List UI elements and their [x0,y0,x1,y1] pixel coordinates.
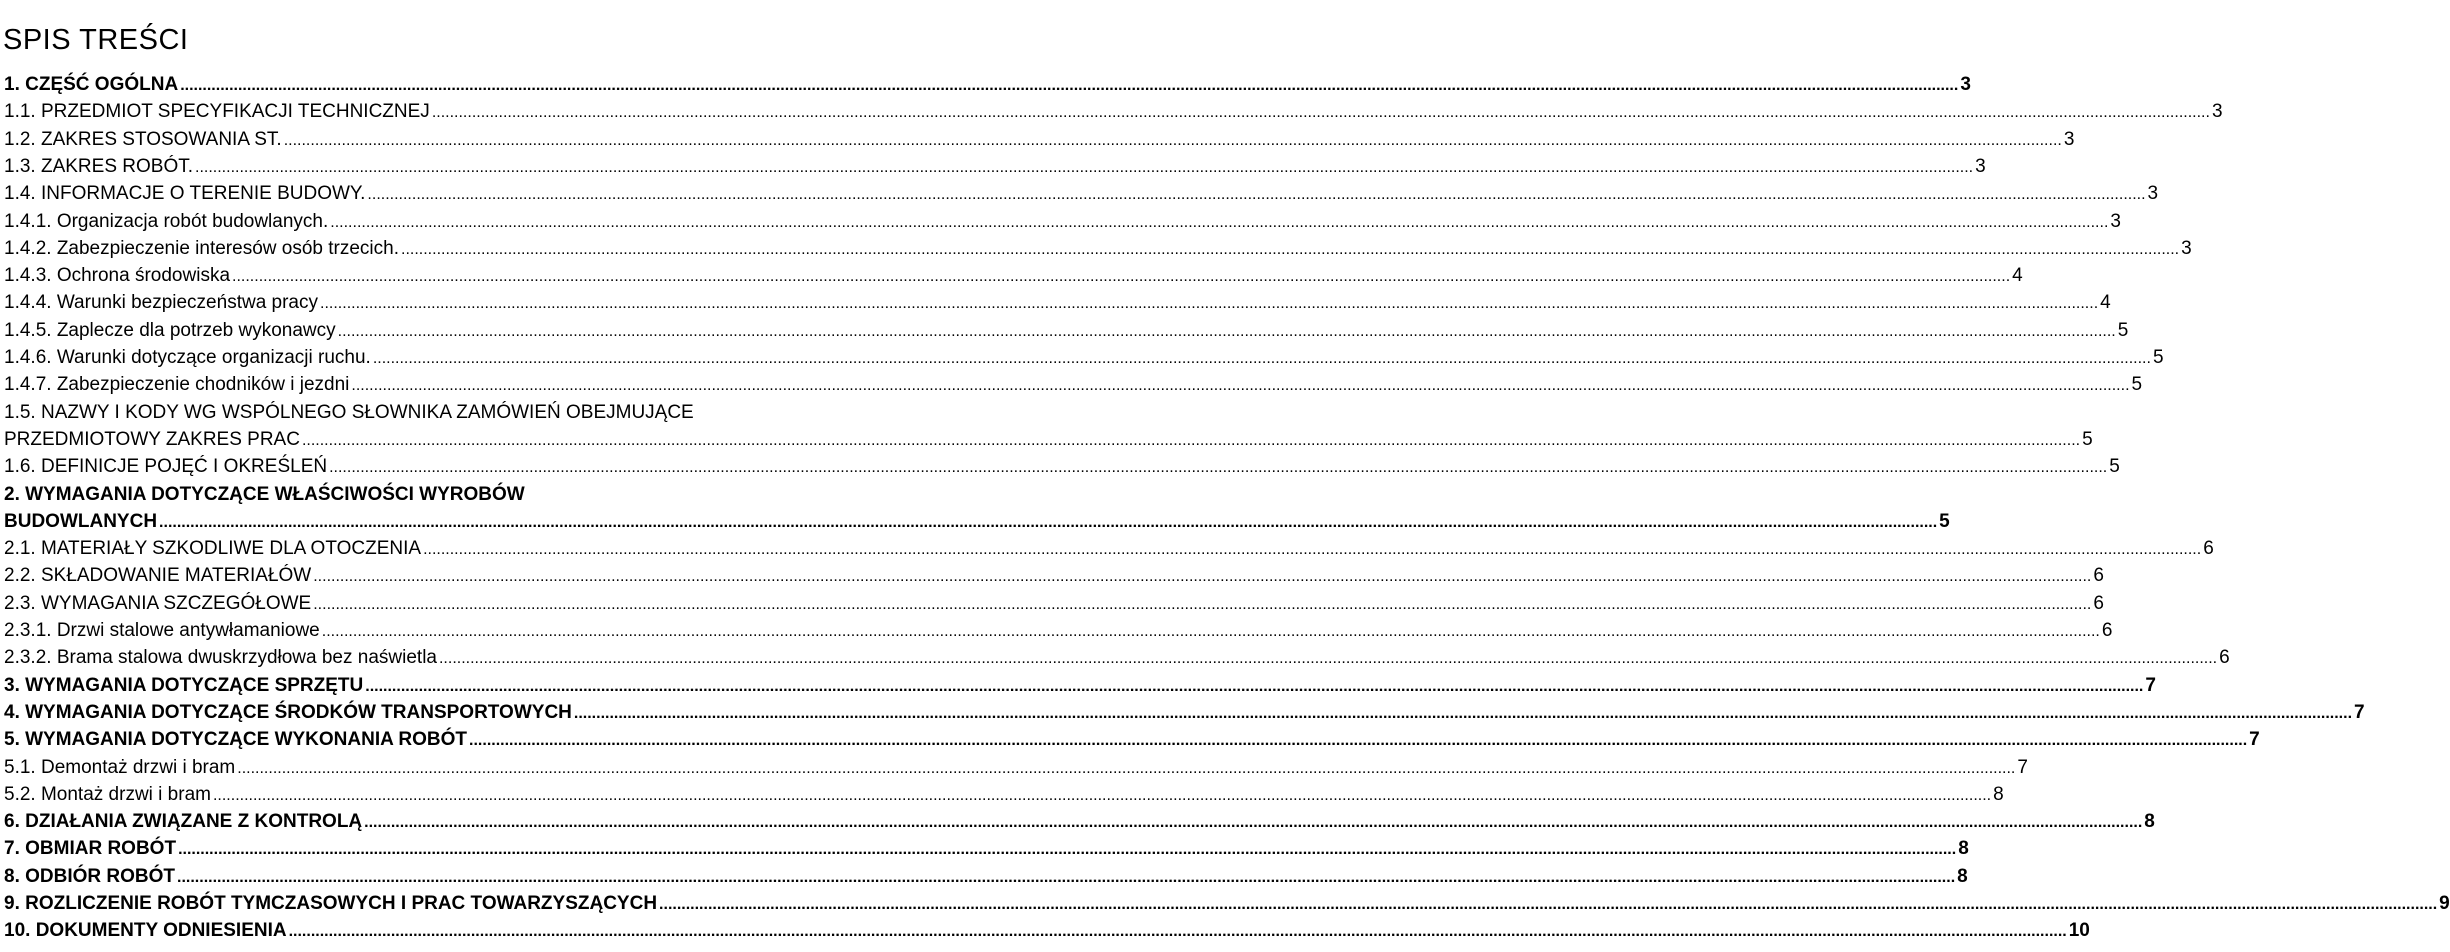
dot-leader: ................................................................................................................................................................................................................................................................................................................................................................................................................ [321,623,2100,640]
dot-leader: ................................................................................................................................................................................................................................................................................................................................................................................................................ [237,759,2016,777]
toc-entry[interactable] [4,400,956,426]
toc-entry[interactable] [4,181,2159,208]
toc-entry-page-number: 5 [1939,510,1950,532]
dot-leader: ................................................................................................................................................................................................................................................................................................................................................................................................................ [301,431,2081,449]
dot-leader: ................................................................................................................................................................................................................................................................................................................................................................................................................ [431,104,2210,122]
dot-leader: ................................................................................................................................................................................................................................................................................................................................................................................................................ [177,868,1956,886]
toc-entry[interactable] [4,236,2192,263]
dot-leader: ................................................................................................................................................................................................................................................................................................................................................................................................................ [365,677,2144,695]
toc-entry[interactable] [4,864,1968,891]
dot-leader: ................................................................................................................................................................................................................................................................................................................................................................................................................ [423,541,2202,559]
toc-entry-label: 1.6. DEFINICJE POJĘĆ I OKREŚLEŃ [4,456,328,478]
toc-entry[interactable] [4,372,2143,399]
toc-entry-page-number: 7 [2354,701,2365,723]
toc-entry-label: 3. WYMAGANIA DOTYCZĄCE SPRZĘTU [4,674,364,696]
toc-entry[interactable] [4,509,1950,536]
dot-leader: ................................................................................................................................................................................................................................................................................................................................................................................................................ [313,595,2092,613]
toc-entry-label: 1.4. INFORMACJE O TERENIE BUDOWY. [4,183,366,205]
toc-entry-label: BUDOWLANYCH [4,510,158,532]
toc-entry-page-number: 8 [1993,783,2004,805]
toc-entry[interactable] [4,454,2120,481]
dot-leader: ................................................................................................................................................................................................................................................................................................................................................................................................................ [659,896,2438,913]
dot-leader: ................................................................................................................................................................................................................................................................................................................................................................................................................ [320,295,2099,313]
toc-entry[interactable] [4,154,1986,181]
toc-entry[interactable] [4,209,2121,236]
toc-entry-page-number: 3 [1960,74,1971,95]
toc-entry[interactable] [4,563,2104,590]
toc-entry-page-number: 3 [2110,210,2121,232]
dot-leader: ................................................................................................................................................................................................................................................................................................................................................................................................................ [401,240,2180,258]
toc-entry-page-number: 4 [2100,292,2111,314]
toc-entry[interactable] [4,536,2214,563]
dot-leader: ................................................................................................................................................................................................................................................................................................................................................................................................................ [288,923,2067,941]
toc-entry[interactable] [4,673,2156,700]
toc-entry-label: 1.5. NAZWY I KODY WG WSPÓLNEGO SŁOWNIKA ZAMÓWIEŃ OBEJMUJĄCE [4,401,694,423]
toc-entry-label: 1. CZĘŚĆ OGÓLNA [4,74,179,95]
toc-entry-page-number: 8 [2144,811,2155,833]
dot-leader: ................................................................................................................................................................................................................................................................................................................................................................................................................ [573,704,2353,722]
toc-entry-page-number: 3 [2181,237,2192,259]
toc-entry[interactable] [4,263,2023,290]
toc-entry-label: 1.4.5. Zaplecze dla potrzeb wykonawcy [4,319,336,341]
dot-leader: ................................................................................................................................................................................................................................................................................................................................................................................................................ [438,650,2218,668]
toc-entry-page-number: 7 [2249,729,2260,751]
toc-entry[interactable] [4,427,2093,454]
dot-leader: ................................................................................................................................................................................................................................................................................................................................................................................................................ [232,268,2011,286]
toc-entry-label: 2.3.1. Drzwi stalowe antywłamaniowe [4,620,320,641]
dot-leader: ................................................................................................................................................................................................................................................................................................................................................................................................................ [283,131,2062,149]
toc-entry-page-number: 6 [2101,620,2113,641]
dot-leader: ................................................................................................................................................................................................................................................................................................................................................................................................................ [195,158,1974,176]
dot-leader: ................................................................................................................................................................................................................................................................................................................................................................................................................ [159,513,1938,531]
toc-entry-label: PRZEDMIOTOWY ZAKRES PRAC [4,428,300,450]
toc-entry[interactable] [4,727,2260,754]
toc-entry[interactable] [4,127,2075,154]
toc-entry[interactable] [4,891,2450,918]
toc-entry-page-number: 5 [2131,374,2143,396]
toc-entry-label: 1.4.6. Warunki dotyczące organizacji ruchu. [4,347,371,368]
dot-leader: ................................................................................................................................................................................................................................................................................................................................................................................................................ [212,786,1992,804]
toc-entry-page-number: 7 [2017,756,2028,778]
toc-entry[interactable] [4,99,2223,126]
toc-entry-page-number: 4 [2012,265,2023,287]
toc-entry-page-number: 9 [2439,893,2450,914]
dot-leader: ................................................................................................................................................................................................................................................................................................................................................................................................................ [367,186,2146,204]
toc-entry[interactable] [4,290,2111,317]
toc-entry-page-number: 5 [2152,347,2164,368]
toc-entry-page-number: 10 [2068,920,2090,942]
toc-entry-label: 2. WYMAGANIA DOTYCZĄCE WŁAŚCIWOŚCI WYROBÓW [4,483,525,505]
toc-entry-label: 1.4.2. Zabezpieczenie interesów osób trzecich. [4,237,399,259]
toc-entry-page-number: 8 [1958,838,1969,860]
dot-leader: ................................................................................................................................................................................................................................................................................................................................................................................................................ [364,814,2143,832]
toc-entry[interactable] [4,72,1971,99]
toc-entry-label: 9. ROZLICZENIE ROBÓT TYMCZASOWYCH I PRAC TOWARZYSZĄCYCH [4,893,658,914]
toc-entry[interactable] [4,482,956,508]
dot-leader: ................................................................................................................................................................................................................................................................................................................................................................................................................ [313,568,2092,586]
toc-entry-page-number: 3 [2063,128,2075,150]
toc-entry[interactable] [4,700,2365,727]
toc-entry[interactable] [4,782,2004,809]
toc-entry-label: 2.3.2. Brama stalowa dwuskrzydłowa bez naświetla [4,647,437,669]
toc-entry-label: 6. DZIAŁANIA ZWIĄZANE Z KONTROLĄ [4,811,363,833]
toc-entry-label: 2.1. MATERIAŁY SZKODLIWE DLA OTOCZENIA [4,538,422,560]
toc-entry[interactable] [4,918,2090,945]
toc-entry-page-number: 6 [2219,647,2230,669]
toc-entry-label: 10. DOKUMENTY ODNIESIENIA [4,920,287,942]
toc-entry-label: 5.1. Demontaż drzwi i bram [4,756,236,778]
toc-entry-label: 2.2. SKŁADOWANIE MATERIAŁÓW [4,565,312,587]
dot-leader: ................................................................................................................................................................................................................................................................................................................................................................................................................ [180,77,1959,94]
dot-leader: ................................................................................................................................................................................................................................................................................................................................................................................................................ [178,841,1957,859]
toc-entry-page-number: 8 [1957,865,1968,887]
toc-entry-label: 8. ODBIÓR ROBÓT [4,865,176,887]
toc-entry-page-number: 6 [2093,565,2104,587]
toc-entry-label: 1.2. ZAKRES STOSOWANIA ST. [4,128,282,150]
toc-entry-label: 1.1. PRZEDMIOT SPECYFIKACJI TECHNICZNEJ [4,101,430,123]
toc-entry-label: 1.4.7. Zabezpieczenie chodników i jezdni [4,374,350,396]
dot-leader: ................................................................................................................................................................................................................................................................................................................................................................................................................ [330,213,2109,231]
dot-leader: ................................................................................................................................................................................................................................................................................................................................................................................................................ [469,732,2248,750]
toc-entry[interactable] [4,645,2230,672]
toc-entry-page-number: 6 [2203,538,2214,560]
toc-entry-page-number: 5 [2082,428,2093,450]
toc-entry-page-number: 3 [2147,183,2159,205]
toc-entry-label: 1.4.4. Warunki bezpieczeństwa pracy [4,292,319,314]
toc-entry[interactable] [4,318,2129,345]
toc-entry[interactable] [4,836,1969,863]
toc-entry-label: 4. WYMAGANIA DOTYCZĄCE ŚRODKÓW TRANSPORTOWYCH [4,701,572,723]
toc-entry[interactable] [4,809,2155,836]
toc-entry-page-number: 7 [2145,674,2156,696]
dot-leader: ................................................................................................................................................................................................................................................................................................................................................................................................................ [351,377,2130,395]
dot-leader: ................................................................................................................................................................................................................................................................................................................................................................................................................ [329,459,2108,477]
toc-entry-page-number: 3 [2211,101,2223,123]
toc-entry[interactable] [4,755,2028,782]
toc-entry-page-number: 5 [2109,456,2120,478]
toc-entry-label: 5. WYMAGANIA DOTYCZĄCE WYKONANIA ROBÓT [4,729,468,751]
page-title: SPIS TREŚCI [3,24,189,57]
toc-entry-page-number: 5 [2117,319,2129,341]
toc-entry[interactable] [4,591,2104,618]
dot-leader: ................................................................................................................................................................................................................................................................................................................................................................................................................ [372,350,2151,367]
toc-entry-page-number: 3 [1975,155,1986,177]
toc-entry-page-number: 6 [2093,592,2104,614]
toc-entry-label: 1.4.1. Organizacja robót budowlanych. [4,210,329,232]
toc-entry-label: 1.3. ZAKRES ROBÓT. [4,155,193,177]
toc-entry-label: 7. OBMIAR ROBÓT [4,838,177,860]
toc-entry[interactable] [4,345,2164,372]
toc-entry-label: 1.4.3. Ochrona środowiska [4,265,231,287]
toc-entry-label: 2.3. WYMAGANIA SZCZEGÓŁOWE [4,592,312,614]
toc-entry[interactable] [4,618,2113,645]
toc-entry-label: 5.2. Montaż drzwi i bram [4,783,211,805]
dot-leader: ................................................................................................................................................................................................................................................................................................................................................................................................................ [337,322,2116,340]
